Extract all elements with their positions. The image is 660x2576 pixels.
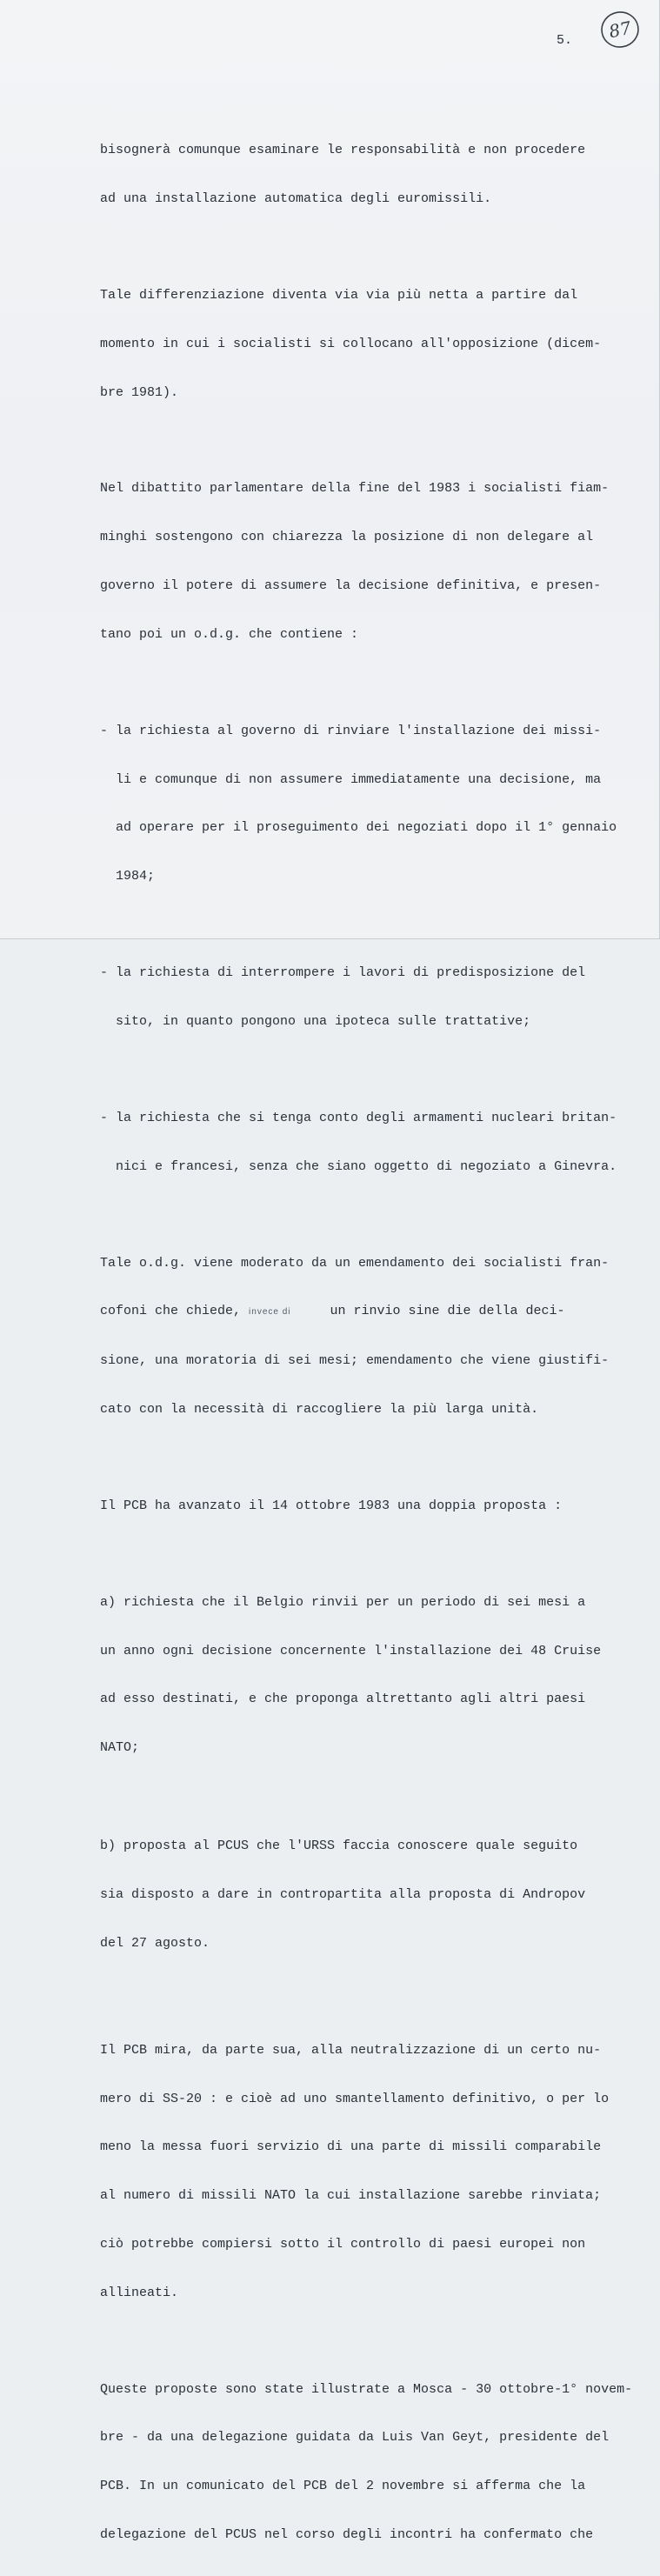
- text-line: mero di SS-20 : e cioè ad uno smantellamento definitivo, o per lo: [100, 2091, 610, 2106]
- text-line: minghi sostengono con chiarezza la posizione di non delegare al: [100, 530, 594, 545]
- stamp-number: 87: [607, 17, 633, 43]
- text-line: Tale o.d.g. viene moderato da un emendamento dei socialisti fran-: [100, 1255, 610, 1271]
- handwritten-insertion: invece di: [249, 1307, 291, 1318]
- text-line: li e comunque di non assumere immediatamente una decisione, ma: [100, 771, 602, 787]
- archive-stamp: [599, 9, 641, 50]
- text-line: Queste proposte sono state illustrate a Mosca - 30 ottobre-1° novem-: [100, 2381, 633, 2397]
- text-line: a) richiesta che il Belgio rinvii per un periodo di sei mesi a: [100, 1594, 586, 1610]
- text-fragment: cofoni che chiede,: [100, 1304, 250, 1319]
- text-line: delegazione del PCUS nel corso degli incontri ha confermato che: [100, 2526, 594, 2542]
- text-line: al numero di missili NATO la cui installazione sarebbe rinviata;: [100, 2188, 602, 2204]
- paragraph-3: [100, 449, 648, 675]
- text-line: sito, in quanto pongono una ipoteca sulle trattative;: [100, 1013, 531, 1029]
- text-line: momento in cui i socialisti si collocano all'opposizione (dicem-: [100, 336, 602, 351]
- text-line: b) proposta al PCUS che l'URSS faccia conoscere quale seguito: [100, 1839, 578, 1854]
- text-line: Il PCB ha avanzato il 14 ottobre 1983 una doppia proposta :: [100, 1498, 563, 1513]
- text-line: cato con la necessità di raccogliere la più larga unità.: [100, 1401, 539, 1417]
- text-line: ad esso destinati, e che proponga altrettanto agli altri paesi: [100, 1692, 586, 1707]
- text-line: governo il potere di assumere la decisione definitiva, e presen-: [100, 578, 602, 594]
- text-line: allineati.: [100, 2285, 179, 2300]
- paragraph-6: [100, 2011, 648, 2334]
- bullet-1: [100, 691, 648, 918]
- text-line: - la richiesta che si tenga conto degli armamenti nucleari britan-: [100, 1110, 617, 1125]
- text-line: [100, 1304, 648, 1321]
- text-line: Nel dibattito parlamentare della fine del 1983 i socialisti fiam-: [100, 481, 610, 497]
- text-line: ad una installazione automatica degli euromissili.: [100, 190, 492, 206]
- text-line: un anno ogni decisione concernente l'installazione dei 48 Cruise: [100, 1643, 602, 1658]
- proposal-a: [100, 1563, 648, 1789]
- bullet-2: [100, 933, 648, 1063]
- text-line: PCB. In un comunicato del PCB del 2 novembre si afferma che la: [100, 2479, 586, 2494]
- text-line: sia disposto a dare in contropartita alla proposta di Andropov: [100, 1886, 586, 1902]
- text-line: tano poi un o.d.g. che contiene :: [100, 626, 359, 642]
- page-number: 5.: [557, 33, 573, 48]
- text-line: ad operare per il proseguimento dei negoziati dopo il 1° gennaio: [100, 820, 617, 836]
- text-line: bre - da una delegazione guidata da Luis Van Geyt, presidente del: [100, 2430, 610, 2446]
- text-line: ciò potrebbe compiersi sotto il controllo di paesi europei non: [100, 2236, 586, 2252]
- paragraph-5: [100, 1466, 648, 1547]
- proposal-b: [100, 1806, 648, 1985]
- paragraph-2: [100, 256, 648, 434]
- text-line: Il PCB mira, da parte sua, alla neutralizzazione di un certo nu-: [100, 2042, 602, 2058]
- paragraph-7: [100, 2349, 648, 2575]
- text-fragment: un rinvio sine die della deci-: [290, 1304, 565, 1319]
- bullet-3: [100, 1078, 648, 1208]
- text-line: 1984;: [100, 869, 156, 884]
- text-line: bisognerà comunque esaminare le responsabilità e non procedere: [100, 143, 586, 158]
- text-line: - la richiesta di interrompere i lavori di predisposizione del: [100, 965, 586, 981]
- text-line: nici e francesi, senza che siano oggetto di negoziato a Ginevra.: [100, 1158, 617, 1174]
- document-body: [100, 110, 648, 2576]
- text-line: sione, una moratoria di sei mesi; emendamento che viene giustifi-: [100, 1353, 610, 1369]
- text-line: del 27 agosto.: [100, 1935, 210, 1951]
- text-line: meno la messa fuori servizio di una parte di missili comparabile: [100, 2139, 602, 2155]
- text-line: NATO;: [100, 1740, 140, 1756]
- paragraph-1: [100, 110, 648, 240]
- paragraph-4: [100, 1223, 648, 1450]
- text-line: Tale differenziazione diventa via via più netta a partire dal: [100, 287, 578, 303]
- text-line: bre 1981).: [100, 384, 179, 400]
- text-line: - la richiesta al governo di rinviare l'installazione dei missi-: [100, 723, 602, 738]
